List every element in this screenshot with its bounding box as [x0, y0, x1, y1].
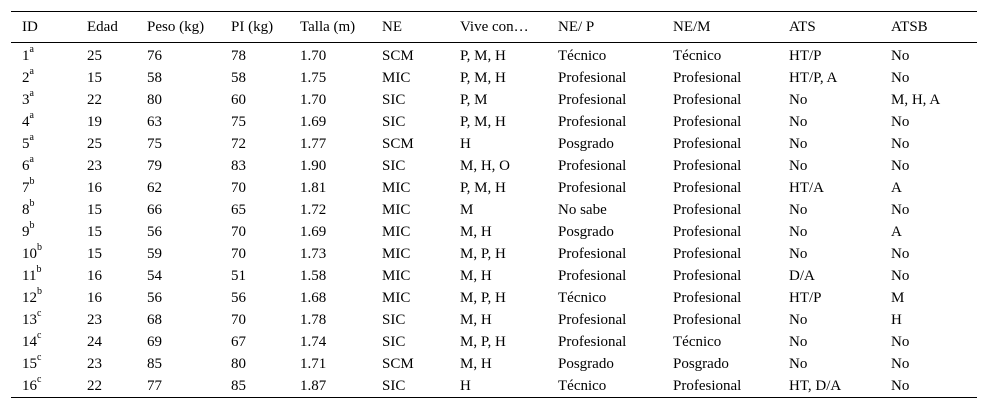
- table-cell: A: [891, 223, 902, 240]
- table-cell: No: [789, 113, 808, 130]
- id-value: 16: [22, 377, 37, 394]
- id-value: 12: [22, 289, 37, 306]
- id-footnote-marker: c: [37, 351, 42, 363]
- id-cell: [11, 67, 76, 89]
- table-cell: Profesional: [558, 333, 627, 350]
- table-cell: 78: [231, 47, 246, 64]
- column-header: NE/M: [662, 12, 778, 43]
- table-row: [11, 331, 977, 353]
- table-cell: 56: [147, 289, 162, 306]
- table-cell: 22: [87, 91, 102, 108]
- table-cell: 15: [87, 69, 102, 86]
- table-cell: Profesional: [673, 245, 742, 262]
- table-cell: A: [891, 179, 902, 196]
- table-cell: 70: [231, 245, 246, 262]
- table-cell: 23: [87, 157, 102, 174]
- id-value: 11: [22, 267, 37, 284]
- table-cell: 24: [87, 333, 102, 350]
- table-cell: 1.69: [300, 223, 327, 240]
- id-cell: [11, 89, 76, 111]
- table-cell: No: [891, 355, 910, 372]
- id-cell: [11, 133, 76, 155]
- id-cell: [11, 309, 76, 331]
- table-cell: SIC: [382, 333, 406, 350]
- id-footnote-marker: a: [29, 65, 34, 77]
- table-cell: 58: [231, 69, 246, 86]
- table-cell: 77: [136, 375, 220, 398]
- table-cell: M, P, H: [460, 333, 506, 350]
- table-cell: Profesional: [558, 311, 627, 328]
- table-cell: HT/P: [789, 289, 822, 306]
- id-cell: [11, 375, 76, 398]
- table-cell: Posgrado: [558, 355, 614, 372]
- table-cell: 1.70: [300, 47, 327, 64]
- table-row: [11, 309, 977, 331]
- id-value: 10: [22, 245, 37, 262]
- column-header: Talla (m): [289, 12, 371, 43]
- table-body: [11, 43, 977, 398]
- table-cell: HT/P, A: [789, 69, 838, 86]
- id-footnote-marker: a: [29, 109, 34, 121]
- table-cell: D/A: [789, 267, 815, 284]
- id-footnote-marker: a: [29, 43, 34, 55]
- table-cell: 80: [147, 91, 162, 108]
- table-cell: 1.87: [289, 375, 371, 398]
- table-cell: 15: [87, 245, 102, 262]
- table-cell: P, M, H: [460, 113, 506, 130]
- table-cell: 75: [231, 113, 246, 130]
- table-cell: MIC: [382, 245, 411, 262]
- table-cell: 70: [231, 179, 246, 196]
- table-cell: P, M, H: [460, 179, 506, 196]
- table-cell: No sabe: [558, 201, 607, 218]
- table-row: [11, 221, 977, 243]
- column-header: NE: [371, 12, 449, 43]
- id-cell: [11, 353, 76, 375]
- table-cell: No: [789, 201, 808, 218]
- table-cell: Profesional: [673, 69, 742, 86]
- data-table: [11, 11, 977, 398]
- id-value: 4: [22, 113, 30, 130]
- id-footnote-marker: b: [37, 285, 42, 297]
- table-cell: 23: [87, 311, 102, 328]
- id-footnote-marker: c: [37, 373, 42, 385]
- table-cell: SIC: [382, 157, 406, 174]
- id-footnote-marker: b: [29, 197, 35, 209]
- id-footnote-marker: a: [29, 131, 34, 143]
- table-cell: 80: [231, 355, 246, 372]
- table-cell: No: [891, 157, 910, 174]
- table-cell: No: [880, 375, 977, 398]
- table-cell: No: [891, 333, 910, 350]
- table-cell: Profesional: [673, 135, 742, 152]
- table-cell: 62: [147, 179, 162, 196]
- table-cell: No: [789, 135, 808, 152]
- table-cell: M, H: [460, 311, 492, 328]
- column-header: ATS: [778, 12, 880, 43]
- table-cell: M: [460, 201, 474, 218]
- table-cell: SIC: [382, 91, 406, 108]
- id-footnote-marker: c: [37, 329, 42, 341]
- id-value: 8: [22, 201, 30, 218]
- table-cell: 23: [87, 355, 102, 372]
- table-cell: 51: [231, 267, 246, 284]
- table-cell: No: [789, 245, 808, 262]
- id-value: 9: [22, 223, 30, 240]
- table-cell: 56: [231, 289, 246, 306]
- table-cell: Profesional: [673, 289, 742, 306]
- table-cell: 1.72: [300, 201, 327, 218]
- table-cell: 16: [87, 267, 102, 284]
- table-cell: Profesional: [558, 179, 627, 196]
- id-value: 7: [22, 179, 30, 196]
- table-cell: No: [891, 135, 910, 152]
- table-cell: M, P, H: [460, 245, 506, 262]
- id-value: 15: [22, 355, 37, 372]
- id-cell: [11, 287, 76, 309]
- table-cell: Profesional: [673, 201, 742, 218]
- id-value: 3: [22, 91, 30, 108]
- table-cell: 56: [147, 223, 162, 240]
- column-header: Vive con…: [449, 12, 547, 43]
- id-value: 2: [22, 69, 30, 86]
- id-cell: [11, 243, 76, 265]
- table-cell: P, M, H: [460, 47, 506, 64]
- table-cell: 25: [87, 135, 102, 152]
- table-cell: 83: [231, 157, 246, 174]
- table-row: [11, 177, 977, 199]
- table-cell: HT/A: [789, 179, 824, 196]
- table-cell: 1.78: [300, 311, 327, 328]
- table-cell: P, M, H: [460, 69, 506, 86]
- table-cell: Técnico: [673, 47, 722, 64]
- table-cell: 68: [147, 311, 162, 328]
- table-cell: Profesional: [673, 311, 742, 328]
- table-cell: No: [789, 355, 808, 372]
- id-value: 14: [22, 333, 37, 350]
- table-cell: Profesional: [558, 113, 627, 130]
- table-cell: 1.75: [300, 69, 327, 86]
- table-cell: 1.58: [300, 267, 327, 284]
- table-cell: No: [789, 311, 808, 328]
- table-cell: MIC: [382, 223, 411, 240]
- header-row: [11, 12, 977, 43]
- table-cell: Técnico: [558, 47, 607, 64]
- table-cell: Profesional: [673, 113, 742, 130]
- table-row: [11, 287, 977, 309]
- id-footnote-marker: b: [37, 241, 42, 253]
- table-cell: MIC: [382, 69, 411, 86]
- table-cell: M, H: [460, 355, 492, 372]
- id-footnote-marker: a: [29, 87, 34, 99]
- table-cell: 1.74: [300, 333, 327, 350]
- column-header: Peso (kg): [136, 12, 220, 43]
- table-cell: 79: [147, 157, 162, 174]
- table-cell: 1.90: [300, 157, 327, 174]
- table-cell: SCM: [382, 355, 414, 372]
- id-value: 13: [22, 311, 37, 328]
- table-cell: SIC: [371, 375, 449, 398]
- table-cell: SCM: [382, 135, 414, 152]
- table-cell: No: [789, 91, 808, 108]
- table-cell: No: [891, 113, 910, 130]
- table-cell: M, H: [460, 223, 492, 240]
- table-cell: 54: [147, 267, 162, 284]
- table-row: [11, 353, 977, 375]
- id-value: 5: [22, 135, 30, 152]
- table-cell: MIC: [382, 179, 411, 196]
- table-cell: M, H, A: [891, 91, 941, 108]
- table-cell: MIC: [382, 289, 411, 306]
- table-cell: Técnico: [558, 289, 607, 306]
- id-cell: [11, 199, 76, 221]
- table-cell: Profesional: [673, 179, 742, 196]
- table-cell: Profesional: [673, 157, 742, 174]
- table-cell: Profesional: [673, 223, 742, 240]
- table-cell: 69: [147, 333, 162, 350]
- table-row: [11, 67, 977, 89]
- table-row: [11, 265, 977, 287]
- id-cell: [11, 331, 76, 353]
- table-row: [11, 89, 977, 111]
- id-cell: [11, 155, 76, 177]
- id-cell: [11, 221, 76, 243]
- table-cell: 58: [147, 69, 162, 86]
- table-cell: 1.77: [300, 135, 327, 152]
- table-row: [11, 155, 977, 177]
- table-cell: 75: [147, 135, 162, 152]
- table-cell: 1.73: [300, 245, 327, 262]
- table-cell: SIC: [382, 113, 406, 130]
- table-cell: 15: [87, 223, 102, 240]
- id-footnote-marker: a: [29, 153, 34, 165]
- table-cell: 15: [87, 201, 102, 218]
- id-cell: [11, 43, 76, 68]
- table-cell: M: [891, 289, 905, 306]
- table-cell: Profesional: [662, 375, 778, 398]
- table-cell: 16: [87, 289, 102, 306]
- table-cell: 1.70: [300, 91, 327, 108]
- table-cell: 67: [231, 333, 246, 350]
- table-cell: 85: [220, 375, 289, 398]
- id-cell: [11, 265, 76, 287]
- table-cell: No: [891, 69, 910, 86]
- table-cell: 60: [231, 91, 246, 108]
- table-cell: Posgrado: [558, 135, 614, 152]
- table-cell: H: [891, 311, 902, 328]
- table-cell: MIC: [382, 267, 411, 284]
- table-cell: Profesional: [558, 69, 627, 86]
- table-cell: 76: [147, 47, 162, 64]
- table-cell: M, H: [460, 267, 492, 284]
- column-header: ID: [11, 12, 76, 43]
- table-row: [11, 199, 977, 221]
- id-cell: [11, 177, 76, 199]
- table-cell: HT, D/A: [778, 375, 880, 398]
- table-cell: Técnico: [547, 375, 662, 398]
- table-cell: Posgrado: [558, 223, 614, 240]
- id-footnote-marker: c: [37, 307, 42, 319]
- table-cell: Posgrado: [673, 355, 729, 372]
- table-cell: No: [789, 157, 808, 174]
- table-cell: Técnico: [673, 333, 722, 350]
- table-row: [11, 43, 977, 68]
- column-header: ATSB: [880, 12, 977, 43]
- table-cell: H: [460, 135, 471, 152]
- id-footnote-marker: b: [29, 219, 35, 231]
- table-cell: No: [891, 47, 910, 64]
- id-footnote-marker: b: [36, 263, 42, 275]
- table-cell: 63: [147, 113, 162, 130]
- table-cell: M, P, H: [460, 289, 506, 306]
- table-cell: M, H, O: [460, 157, 511, 174]
- table-row: [11, 133, 977, 155]
- table-cell: No: [789, 223, 808, 240]
- table-cell: 85: [147, 355, 162, 372]
- id-value: 1: [22, 47, 30, 64]
- table-cell: No: [891, 267, 910, 284]
- table-cell: 59: [147, 245, 162, 262]
- table-cell: Profesional: [558, 91, 627, 108]
- table-cell: MIC: [382, 201, 411, 218]
- table-cell: 70: [231, 311, 246, 328]
- column-header: NE/ P: [547, 12, 662, 43]
- table-cell: 1.68: [300, 289, 327, 306]
- table-cell: SIC: [382, 311, 406, 328]
- table-cell: Profesional: [673, 91, 742, 108]
- table-cell: Profesional: [558, 157, 627, 174]
- table-cell: SCM: [382, 47, 414, 64]
- table-cell: H: [449, 375, 547, 398]
- table-cell: P, M: [460, 91, 488, 108]
- table-cell: 1.81: [300, 179, 327, 196]
- id-value: 6: [22, 157, 30, 174]
- table-cell: 1.69: [300, 113, 327, 130]
- table-cell: No: [891, 245, 910, 262]
- id-cell: [11, 111, 76, 133]
- table-cell: 1.71: [300, 355, 327, 372]
- table-cell: Profesional: [673, 267, 742, 284]
- table-row: [11, 375, 977, 398]
- table-cell: Profesional: [558, 267, 627, 284]
- table-row: [11, 111, 977, 133]
- table-cell: 16: [87, 179, 102, 196]
- table-cell: No: [891, 201, 910, 218]
- id-footnote-marker: b: [29, 175, 35, 187]
- table-cell: 65: [231, 201, 246, 218]
- table-cell: 70: [231, 223, 246, 240]
- table-cell: 72: [231, 135, 246, 152]
- table-row: [11, 243, 977, 265]
- table-cell: 66: [147, 201, 162, 218]
- table-cell: Profesional: [558, 245, 627, 262]
- table-cell: 19: [87, 113, 102, 130]
- column-header: Edad: [76, 12, 136, 43]
- table-cell: 25: [87, 47, 102, 64]
- table-cell: 22: [76, 375, 136, 398]
- table-cell: HT/P: [789, 47, 822, 64]
- column-header: PI (kg): [220, 12, 289, 43]
- table-cell: No: [789, 333, 808, 350]
